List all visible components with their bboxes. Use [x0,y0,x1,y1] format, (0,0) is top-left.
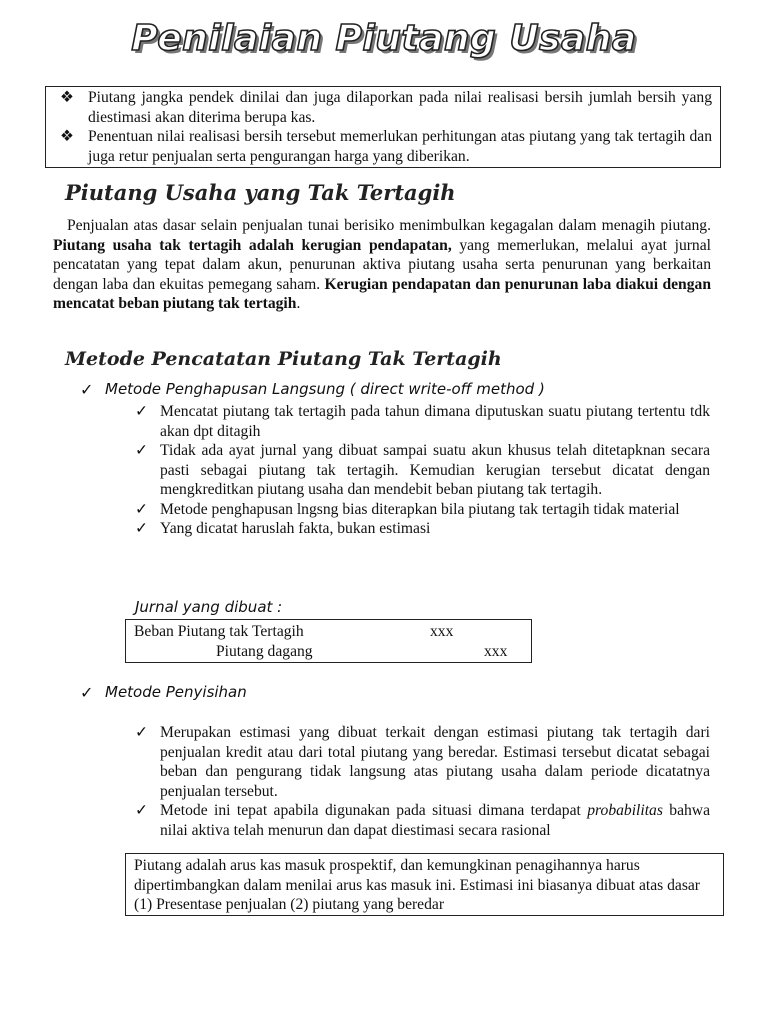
diamond-bullet-icon: ❖ [60,89,74,106]
section-heading: Piutang Usaha yang Tak Tertagih [65,180,456,205]
list-item: ✓ Metode penghapusan lngsng bias diterapkan bila piutang tak tertagih tidak material [135,500,680,518]
method1-list [135,402,710,539]
check-icon: ✓ [135,500,149,518]
section-heading: Metode Pencatatan Piutang Tak Tertagih [65,348,502,370]
check-icon: ✓ [80,685,94,702]
method1-title: ✓ Metode Penghapusan Langsung ( direct write-off method ) [80,380,545,399]
method2-list [135,723,710,840]
check-icon: ✓ [135,802,149,819]
note-box: Piutang adalah arus kas masuk prospektif, dan kemungkinan penagihannya harus dipertimbangkan dalam menilai arus kas masuk ini. Estimasi ini biasanya dibuat atas dasar (1) Presentase penjualan (2) piutang yang beredar [125,853,724,916]
check-icon: ✓ [135,442,149,459]
check-icon: ✓ [80,382,94,399]
list-item: ✓ Metode ini tepat apabila digunakan pada situasi dimana terdapat probabilitas bahwa nilai aktiva telah menurun dan dapat diestimasi secara rasional [135,802,710,839]
check-icon: ✓ [135,724,149,741]
page-title: Penilaian Piutang Usaha [131,18,637,59]
list-item: ✓ Mencatat piutang tak tertagih pada tahun dimana diputuskan suatu piutang tertentu tdk akan dpt ditagih [135,403,710,440]
list-item: ✓ Tidak ada ayat jurnal yang dibuat sampai suatu akun khusus telah ditetapknan secara pasti sebagai piutang tak tertagih. Kemudian kerugian tersebut dicatat dengan mengkreditkan piutang usaha dan mendebit beban piutang tak tertagih. [135,442,710,498]
journal-row: Beban Piutang tak Tertagih xxx [134,623,454,640]
journal-row: Piutang dagang xxx [216,643,508,660]
journal-label: Jurnal yang dibuat : [135,598,283,616]
intro-item: ❖ Piutang jangka pendek dinilai dan juga dilaporkan pada nilai realisasi bersih jumlah bersih yang diestimasi akan diterima berupa kas. [54,88,712,127]
method2-title: ✓ Metode Penyisihan [80,683,247,702]
intro-item: ❖ Penentuan nilai realisasi bersih tersebut memerlukan perhitungan atas piutang yang tak tertagih dan juga retur penjualan serta pengurangan harga yang diberikan. [54,127,712,166]
intro-box [45,86,721,168]
journal-table [125,619,532,663]
check-icon: ✓ [135,403,149,420]
diamond-bullet-icon: ❖ [60,128,74,145]
check-icon: ✓ [135,520,149,537]
list-item: ✓ Merupakan estimasi yang dibuat terkait dengan estimasi piutang tak tertagih dari penjualan kredit atau dari total piutang yang beredar. Estimasi tersebut dicatat sebagai beban dan pengurang tidak langsung atas piutang usaha dalam periode dicatatnya penjualan tersebut. [135,724,710,800]
list-item: ✓ Yang dicatat haruslah fakta, bukan estimasi [135,520,431,537]
section1-paragraph: Penjualan atas dasar selain penjualan tunai berisiko menimbulkan kegagalan dalam menagih piutang. Piutang usaha tak tertagih adalah kerugian pendapatan, yang memerlukan, melalui ayat jurnal pencatatan yang tepat dalam akun, penurunan aktiva piutang usaha serta penurunan yang berkaitan dengan laba dan ekuitas pemegang saham. Kerugian pendapatan dan penurunan laba diakui dengan mencatat beban piutang tak tertagih. [53,217,711,312]
